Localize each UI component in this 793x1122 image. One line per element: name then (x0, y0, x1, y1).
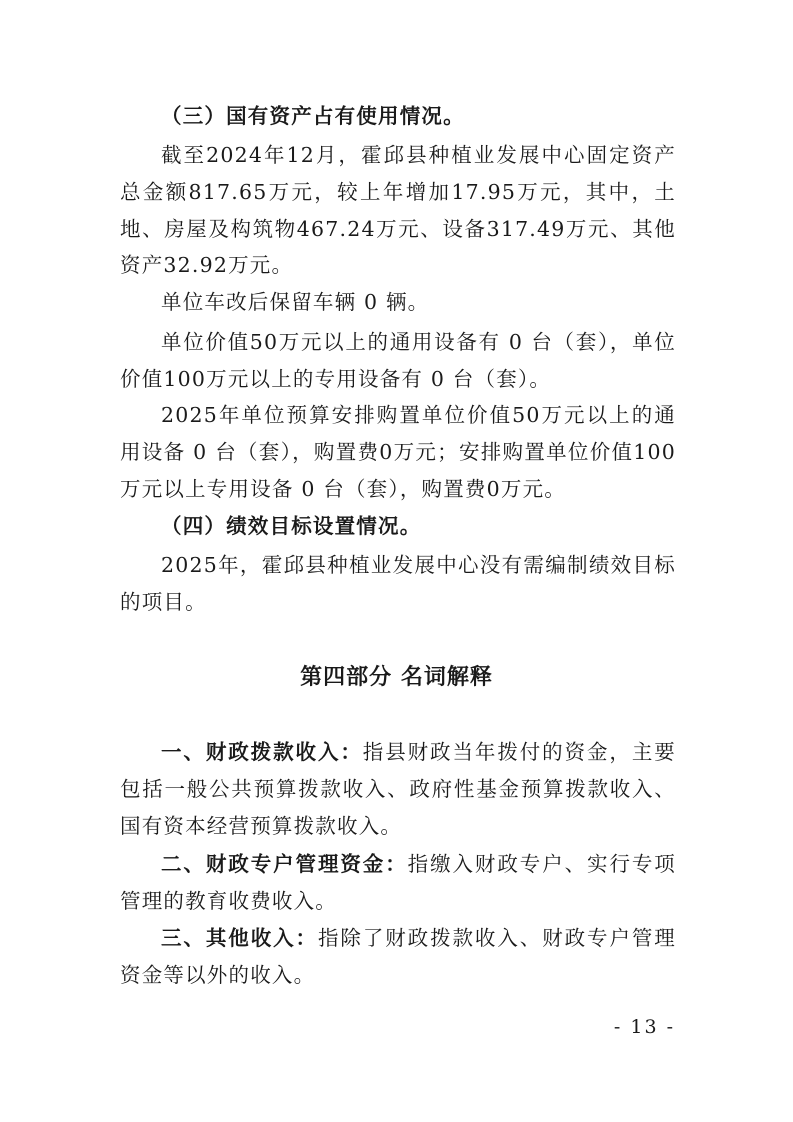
paragraph-equipment-value: 单位价值50万元以上的通用设备有 0 台（套），单位价值100万元以上的专用设备有 0 台（套）。 (120, 330, 676, 391)
term-definition-other-income (120, 920, 676, 994)
part-title: 第四部分 名词解释 (300, 665, 493, 690)
term-label: 一、财政拨款收入： (161, 740, 363, 764)
paragraph-purchase-plan: 2025年单位预算安排购置单位价值50万元以上的通用设备 0 台（套），购置费0万元；安排购置单位价值100万元以上专用设备 0 台（套），购置费0万元。 (120, 403, 676, 501)
term-text: 指县财政当年拨付的资金，主要包括一般公共预算拨款收入、政府性基金预算拨款收入、国有资本经营预算拨款收入。 (120, 740, 676, 838)
term-label: 二、财政专户管理资金： (161, 852, 408, 876)
term-definition-fiscal-appropriation (120, 734, 676, 844)
section-heading-performance-targets: （四）绩效目标设置情况。 (161, 514, 422, 538)
paragraph-fixed-assets: 截至2024年12月，霍邱县种植业发展中心固定资产总金额817.65万元，较上年增加17.95万元，其中，土地、房屋及构筑物467.24万元、设备317.49万元、其他资产32.92万元。 (120, 143, 676, 278)
term-definition-special-account-funds (120, 846, 676, 920)
page-number: - 13 - (613, 1016, 675, 1038)
paragraph-vehicles: 单位车改后保留车辆 0 辆。 (161, 290, 430, 314)
term-label: 三、其他收入： (161, 926, 318, 950)
section-heading-asset-usage: （三）国有资产占有使用情况。 (161, 104, 465, 128)
term-text: 指缴入财政专户、实行专项管理的教育收费收入。 (120, 852, 677, 913)
paragraph-performance-targets: 2025年，霍邱县种植业发展中心没有需编制绩效目标的项目。 (120, 553, 676, 614)
term-text: 指除了财政拨款收入、财政专户管理资金等以外的收入。 (120, 926, 677, 987)
